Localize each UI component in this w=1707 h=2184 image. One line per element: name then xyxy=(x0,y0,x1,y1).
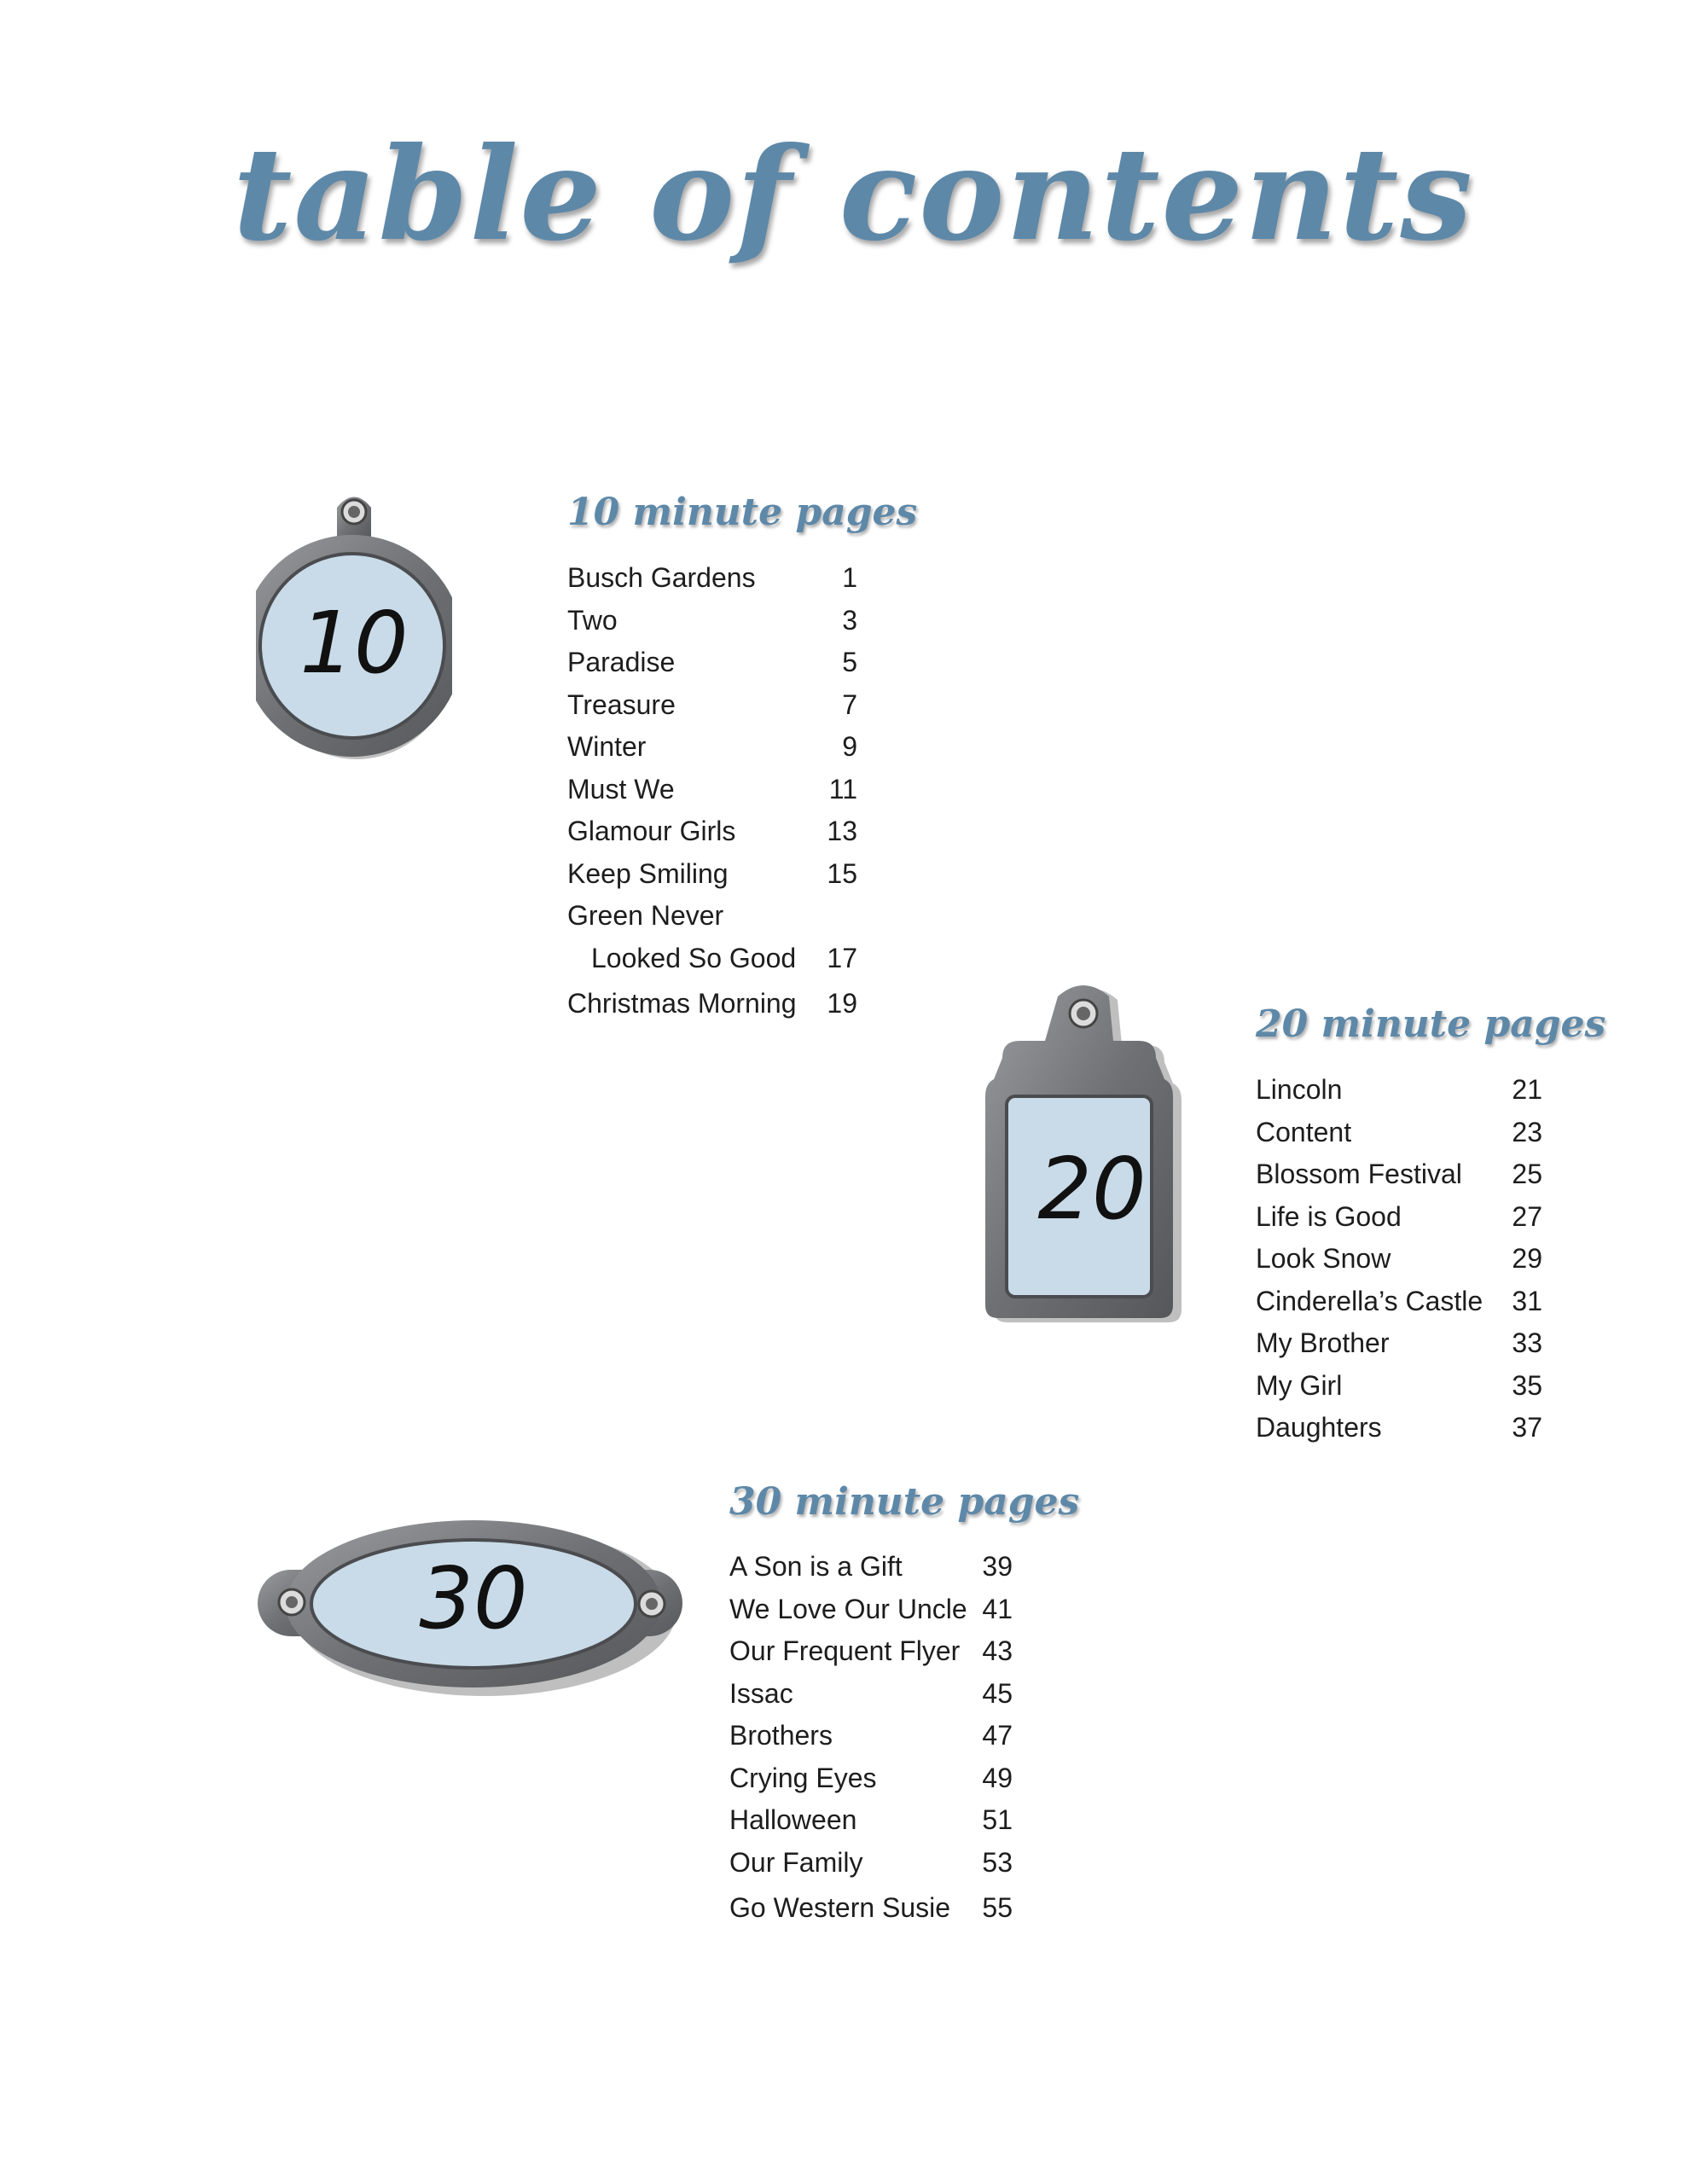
toc-entry-page: 39 xyxy=(982,1551,1013,1582)
toc-entry[interactable] xyxy=(1256,1196,1542,1239)
toc-entry-title: Crying Eyes xyxy=(729,1762,877,1793)
toc-entry-title: My Girl xyxy=(1256,1369,1343,1401)
toc-entry-title: Halloween xyxy=(729,1804,857,1835)
toc-entry[interactable] xyxy=(1256,1238,1542,1281)
toc-entry-title: Content xyxy=(1256,1116,1352,1147)
toc-entry[interactable] xyxy=(729,1589,1013,1631)
toc-entry-page: 3 xyxy=(842,604,857,636)
page-title: table of contents xyxy=(233,119,1474,270)
toc-entry-title: Life is Good xyxy=(1256,1200,1402,1232)
toc-entry[interactable] xyxy=(729,1673,1013,1716)
tag-20-label: 20 xyxy=(1037,1139,1147,1239)
toc-entry-title: Paradise xyxy=(567,647,676,677)
toc-entry[interactable] xyxy=(567,938,857,980)
toc-entry[interactable] xyxy=(567,769,857,811)
toc-entry-title: A Son is a Gift xyxy=(729,1551,903,1582)
toc-entry-title: Issac xyxy=(729,1677,793,1709)
toc-entry[interactable] xyxy=(729,1546,1013,1589)
toc-entry-page: 9 xyxy=(842,731,857,762)
toc-entry-title: Green Never xyxy=(567,900,724,931)
toc-entry-page: 41 xyxy=(982,1593,1013,1624)
toc-entry-title: Glamour Girls xyxy=(567,816,736,846)
toc-entry[interactable] xyxy=(567,853,857,896)
tag-30-label: 30 xyxy=(419,1548,528,1648)
toc-entry-page: 55 xyxy=(982,1892,1013,1923)
toc-entry-page: 13 xyxy=(827,816,857,846)
toc-entry[interactable] xyxy=(567,895,857,938)
toc-entry[interactable] xyxy=(567,557,857,600)
toc-list-20 xyxy=(1256,1069,1542,1449)
toc-entry-title: Cinderella’s Castle xyxy=(1256,1285,1483,1316)
toc-entry-page: 43 xyxy=(982,1635,1013,1666)
toc-entry-page: 27 xyxy=(1512,1200,1542,1232)
toc-entry-page: 15 xyxy=(827,857,857,889)
toc-entry-title: Go Western Susie xyxy=(729,1892,951,1923)
toc-entry-page: 33 xyxy=(1512,1327,1542,1358)
toc-entry[interactable] xyxy=(729,1887,1013,1930)
toc-entry-page: 31 xyxy=(1512,1285,1542,1316)
toc-entry-page: 7 xyxy=(842,688,857,720)
toc-entry-title: Daughters xyxy=(1256,1412,1382,1443)
toc-entry-page: 1 xyxy=(842,562,857,593)
section-heading-30: 30 minute pages xyxy=(729,1480,1080,1524)
toc-entry[interactable] xyxy=(1256,1322,1542,1365)
toc-entry-title: Our Frequent Flyer xyxy=(729,1635,961,1666)
toc-list-30 xyxy=(729,1546,1013,1930)
toc-entry-title: Treasure xyxy=(567,688,676,720)
toc-list-10 xyxy=(567,557,857,1025)
toc-entry[interactable] xyxy=(1256,1112,1542,1154)
toc-entry-page: 5 xyxy=(842,647,857,677)
toc-entry[interactable] xyxy=(567,642,857,684)
toc-entry-title: Two xyxy=(567,604,618,636)
toc-entry[interactable] xyxy=(567,983,857,1025)
toc-entry-title: Look Snow xyxy=(1256,1243,1391,1274)
toc-entry-title: We Love Our Uncle xyxy=(729,1593,967,1624)
toc-entry[interactable] xyxy=(567,684,857,727)
toc-entry[interactable] xyxy=(729,1799,1013,1842)
toc-entry-title: Busch Gardens xyxy=(567,562,756,593)
toc-entry-page: 49 xyxy=(982,1762,1013,1793)
toc-entry-title: Our Family xyxy=(729,1846,863,1878)
toc-entry[interactable] xyxy=(567,810,857,853)
section-heading-20: 20 minute pages xyxy=(1256,1002,1606,1046)
toc-entry[interactable] xyxy=(729,1757,1013,1800)
toc-entry-title: My Brother xyxy=(1256,1327,1390,1358)
toc-entry-title: Lincoln xyxy=(1256,1074,1343,1105)
toc-entry-page: 29 xyxy=(1512,1243,1542,1274)
toc-entry-title: Looked So Good xyxy=(591,942,797,973)
toc-entry[interactable] xyxy=(567,726,857,769)
toc-entry-title: Must We xyxy=(567,773,675,804)
toc-entry[interactable] xyxy=(567,600,857,642)
toc-entry-page: 23 xyxy=(1512,1116,1542,1147)
toc-entry-title: Keep Smiling xyxy=(567,857,729,889)
toc-entry-page: 51 xyxy=(982,1804,1013,1835)
toc-entry-page: 45 xyxy=(982,1677,1013,1709)
toc-entry[interactable] xyxy=(729,1842,1013,1885)
toc-entry-title: Blossom Festival xyxy=(1256,1159,1462,1189)
toc-entry[interactable] xyxy=(1256,1281,1542,1323)
toc-entry-page: 11 xyxy=(828,773,857,804)
toc-entry-title: Brothers xyxy=(729,1720,833,1751)
toc-entry-page: 37 xyxy=(1512,1412,1542,1443)
toc-entry-page: 53 xyxy=(982,1846,1013,1878)
tag-10-label: 10 xyxy=(299,593,409,693)
toc-entry[interactable] xyxy=(1256,1407,1542,1449)
toc-entry[interactable] xyxy=(1256,1153,1542,1196)
toc-entry[interactable] xyxy=(1256,1069,1542,1112)
toc-entry-page: 35 xyxy=(1512,1369,1542,1401)
toc-entry-page: 21 xyxy=(1512,1074,1542,1105)
toc-entry[interactable] xyxy=(1256,1365,1542,1408)
toc-entry-page: 47 xyxy=(982,1720,1013,1751)
toc-entry-title: Winter xyxy=(567,731,647,762)
toc-entry-page: 25 xyxy=(1512,1159,1542,1189)
toc-entry[interactable] xyxy=(729,1715,1013,1757)
toc-entry-page: 17 xyxy=(827,942,857,973)
toc-entry-title: Christmas Morning xyxy=(567,988,797,1019)
toc-entry[interactable] xyxy=(729,1630,1013,1673)
section-heading-10: 10 minute pages xyxy=(567,491,918,534)
toc-entry-page: 19 xyxy=(827,988,857,1019)
